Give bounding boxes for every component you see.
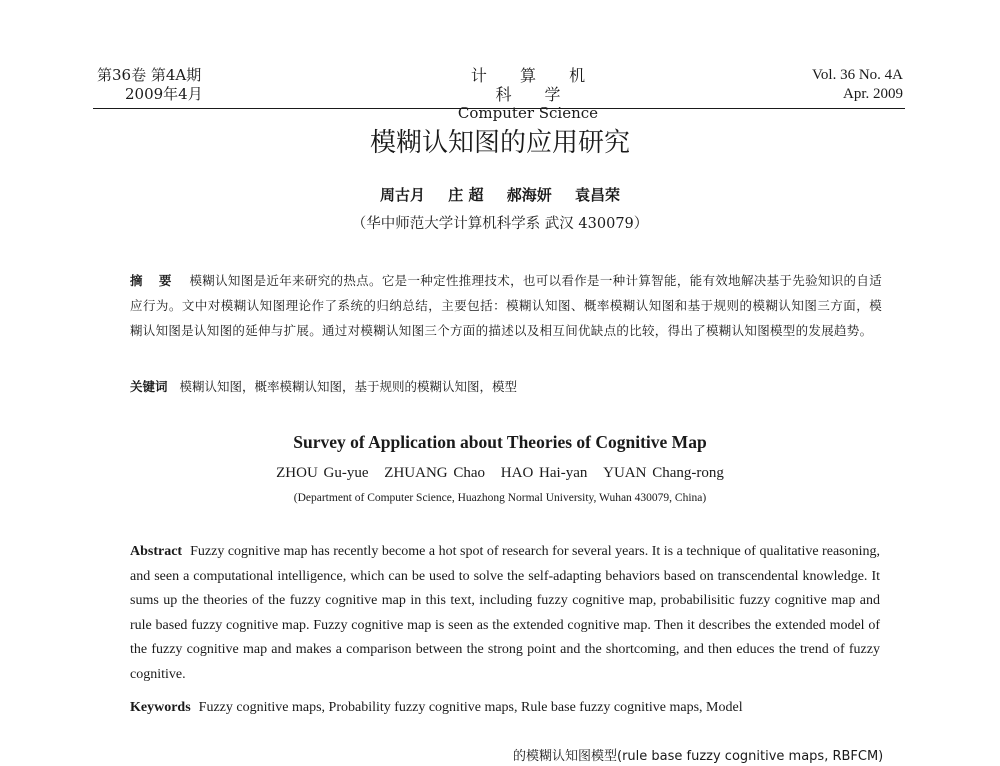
abstract-label-en: Abstract — [130, 544, 183, 559]
author-en: YUAN Chang-rong — [603, 465, 724, 481]
header-volume-issue-en: Vol. 36 No. 4A — [812, 67, 903, 83]
header-date-cn: 2009年4月 — [125, 85, 203, 103]
header-journal-cn: 计 算 机 科 学 — [470, 66, 600, 104]
author-list-en — [0, 463, 1000, 483]
header-volume-block — [97, 66, 203, 104]
keywords-label-cn: 关键词 — [130, 379, 168, 394]
keywords-text-en: Fuzzy cognitive maps, Probability fuzzy cognitive maps, Rule base fuzzy cognitive maps, Model — [198, 700, 743, 715]
running-header — [93, 62, 905, 122]
author-list-cn — [0, 185, 1000, 205]
author-cn: 庄 超 — [448, 186, 484, 204]
affiliation-en: (Department of Computer Science, Huazhong Normal University, Wuhan 430079, China) — [293, 492, 707, 504]
keywords-en — [130, 697, 880, 719]
header-date-en: Apr. 2009 — [843, 86, 903, 102]
header-journal-en: Computer Science — [457, 104, 599, 122]
author-cn: 郝海妍 — [506, 186, 552, 204]
affiliation-cn: （华中师范大学计算机科学系 武汉 430079） — [351, 216, 649, 232]
keywords-cn — [130, 376, 882, 398]
abstract-text-cn: 模糊认知图是近年来研究的热点。它是一种定性推理技术，也可以看作是一种计算智能，能有效地解决基于先验知识的自适应行为。文中对模糊认知图理论作了系统的归纳总结，主要包括：模糊认知图、概率模糊认知图和基于规则的模糊认知图三方面，模糊认知图是认知图的延伸与扩展。通过对模糊认知图三个方面的描述以及相互间优缺点的比较，得出了模糊认知图模型的发展趋势。 — [130, 273, 882, 338]
author-cn: 周古月 — [380, 186, 426, 204]
keywords-label-en: Keywords — [130, 700, 191, 715]
header-volume-issue: 第36卷 第4A期 — [97, 66, 202, 84]
abstract-text-en: Fuzzy cognitive map has recently become a hot spot of research for several years. It is a technique of qualitative reasoning, and seen a computational intelligence, which can be used to solve the self-adapting behaviors based on transcendental knowledge. It sums up the theories of the fuzzy cognitive map in this text, including fuzzy cognitive map, probabilisitic fuzzy cognitive map and rule based fuzzy cognitive map. Fuzzy cognitive map is seen as the extended cognitive map. Then it describes the extended model of the fuzzy cognitive map and makes a comparison between the strong point and the shortcoming, and then educes the trend of fuzzy cognitive. — [130, 544, 880, 682]
paper-title-cn: 模糊认知图的应用研究 — [369, 128, 630, 158]
keywords-text-cn: 模糊认知图，概率模糊认知图，基于规则的模糊认知图，模型 — [179, 379, 518, 394]
abstract-en — [130, 540, 880, 687]
paper-title-en: Survey of Application about Theories of Cognitive Map — [293, 432, 707, 452]
header-journal-block — [433, 66, 623, 123]
author-en: ZHOU Gu-yue — [276, 465, 369, 481]
body-text-cropped-line: 的模糊认知图模型(rule base fuzzy cognitive maps, RBFCM) — [513, 749, 884, 764]
abstract-label-cn: 摘 要 — [130, 273, 178, 288]
author-en: HAO Hai-yan — [500, 465, 588, 481]
abstract-cn — [130, 268, 882, 343]
author-en: ZHUANG Chao — [384, 465, 486, 481]
header-volume-en-block — [812, 66, 903, 104]
author-cn: 袁昌荣 — [574, 186, 620, 204]
